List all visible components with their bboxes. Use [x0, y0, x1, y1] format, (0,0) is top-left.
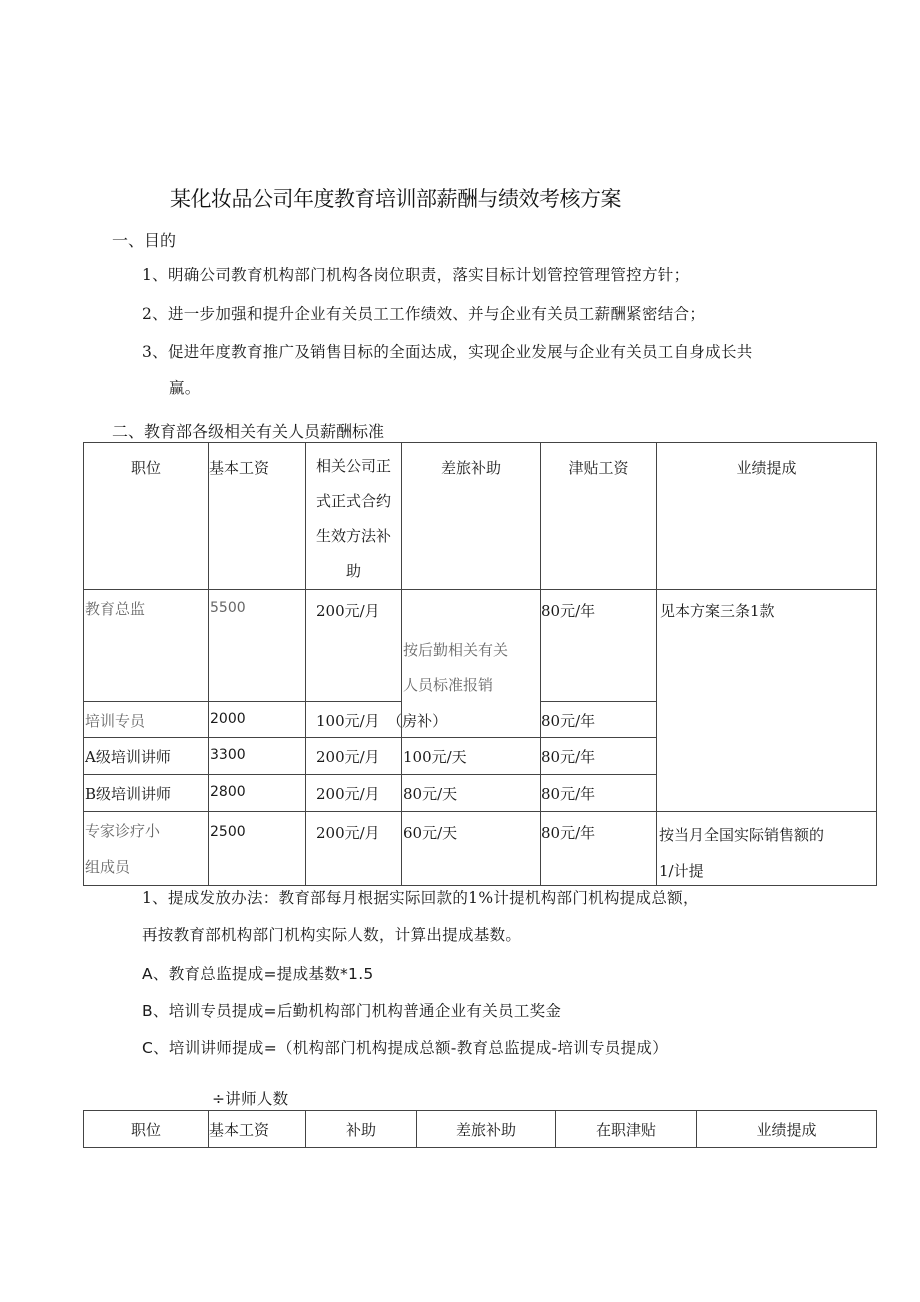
cell-base [209, 812, 306, 886]
subsidy-text: 80元/年 [541, 748, 596, 766]
table2-header-base-salary: 基本工资 [209, 1111, 306, 1148]
cell-allowance [306, 812, 402, 886]
position-text: 教育总监 [85, 600, 146, 618]
subsidy-text: 80元/年 [541, 785, 596, 803]
note-a: A、教育总监提成=提成基数*1.5 [142, 965, 374, 983]
cell-travel [402, 812, 541, 886]
purpose-item-2: 2、进一步加强和提升企业有关员工工作绩效、并与企业有关员工薪酬紧密结合； [142, 305, 706, 323]
base-text: 2500 [210, 824, 246, 840]
cell-allowance [306, 738, 402, 775]
base-text: 5500 [210, 600, 246, 616]
cell-position [84, 775, 209, 812]
table2-header-allowance: 补助 [306, 1111, 417, 1148]
subsidy-text: 80元/年 [541, 602, 596, 620]
cell-position [84, 738, 209, 775]
header-allowance-line: 相关公司正 [315, 457, 391, 475]
commission-text: 1/计提 [659, 862, 704, 880]
allowance-text: 200元/月 [316, 748, 380, 766]
cell-travel [402, 775, 541, 812]
section1-heading: 一、目的 [112, 231, 177, 250]
cell-subsidy [541, 590, 657, 702]
subsidy-text: 80元/年 [541, 824, 596, 842]
base-text: 2000 [210, 711, 246, 727]
cell-travel [402, 738, 541, 775]
cell-subsidy [541, 702, 657, 738]
note-d: ÷讲师人数 [212, 1090, 289, 1108]
header-allowance-line: 式正式合约 [315, 492, 391, 510]
purpose-item-3: 3、促进年度教育推广及销售目标的全面达成，实现企业发展与企业有关员工自身成长共 [142, 343, 753, 361]
travel-text: 80元/天 [403, 785, 458, 803]
purpose-item-1: 1、明确公司教育机构部门机构各岗位职责，落实目标计划管控管理管控方针； [142, 266, 690, 284]
cell-subsidy [541, 738, 657, 775]
cell-base [209, 590, 306, 702]
note-line-2: 再按教育部机构部门机构实际人数，计算出提成基数。 [142, 926, 522, 944]
cell-subsidy [541, 812, 657, 886]
header-commission: 业绩提成 [657, 443, 877, 590]
note-c: C、培训讲师提成=（机构部门机构提成总额-教育总监提成-培训专员提成） [142, 1039, 668, 1057]
cell-commission-merged [657, 590, 877, 812]
travel-merged-line: 按后勤相关有关 [403, 641, 509, 659]
travel-merged-line: 人员标准报销 [403, 676, 494, 694]
travel-text: 100元/天 [403, 748, 467, 766]
salary-table [83, 442, 877, 886]
base-text: 2800 [210, 784, 246, 800]
header-allowance-line: 生效方法补 [315, 527, 391, 545]
table-row [84, 812, 877, 886]
cell-base [209, 738, 306, 775]
position-text: B级培训讲师 [85, 785, 172, 803]
header-subsidy: 津贴工资 [541, 443, 657, 590]
table-header-row [84, 443, 877, 590]
cell-position [84, 702, 209, 738]
header-travel: 差旅补助 [402, 443, 541, 590]
table2-header-position: 职位 [84, 1111, 209, 1148]
page-title: 某化妆品公司年度教育培训部薪酬与绩效考核方案 [170, 187, 621, 211]
cell-base [209, 702, 306, 738]
cell-position [84, 590, 209, 702]
allowance-text: 200元/月 [316, 602, 380, 620]
allowance-text: 200元/月 [316, 785, 380, 803]
cell-allowance [306, 775, 402, 812]
cell-base [209, 775, 306, 812]
allowance-text: 100元/月 （房补） [316, 712, 448, 730]
cell-position [84, 812, 209, 886]
header-allowance [306, 443, 402, 590]
base-text: 3300 [210, 747, 246, 763]
allowance-text: 200元/月 [316, 824, 380, 842]
header-base-salary: 基本工资 [209, 443, 306, 590]
table2-header-travel: 差旅补助 [417, 1111, 556, 1148]
table2-header-subsidy: 在职津贴 [556, 1111, 697, 1148]
note-line-1: 1、提成发放办法：教育部每月根据实际回款的1%计提机构部门机构提成总额， [142, 889, 699, 907]
position-text: 组成员 [85, 858, 131, 876]
cell-allowance [306, 702, 448, 738]
cell-commission [657, 812, 877, 886]
section2-heading: 二、教育部各级相关有关人员薪酬标准 [112, 422, 385, 441]
travel-text: 60元/天 [403, 824, 458, 842]
note-b: B、培训专员提成=后勤机构部门机构普通企业有关员工奖金 [142, 1002, 562, 1020]
position-text: A级培训讲师 [85, 748, 171, 766]
salary-table-2 [83, 1110, 877, 1148]
table2-header-commission: 业绩提成 [697, 1111, 877, 1148]
position-text: 培训专员 [85, 712, 146, 730]
position-text: 专家诊疗小 [85, 822, 161, 840]
header-allowance-line: 助 [345, 562, 361, 580]
cell-subsidy [541, 775, 657, 812]
table2-header-row [84, 1111, 877, 1148]
header-position: 职位 [84, 443, 209, 590]
table-row [84, 590, 877, 702]
cell-allowance [306, 590, 402, 702]
purpose-item-3-cont: 赢。 [169, 379, 201, 397]
commission-text: 按当月全国实际销售额的 [659, 826, 825, 844]
commission-text: 见本方案三条1款 [660, 602, 775, 620]
subsidy-text: 80元/年 [541, 712, 596, 730]
